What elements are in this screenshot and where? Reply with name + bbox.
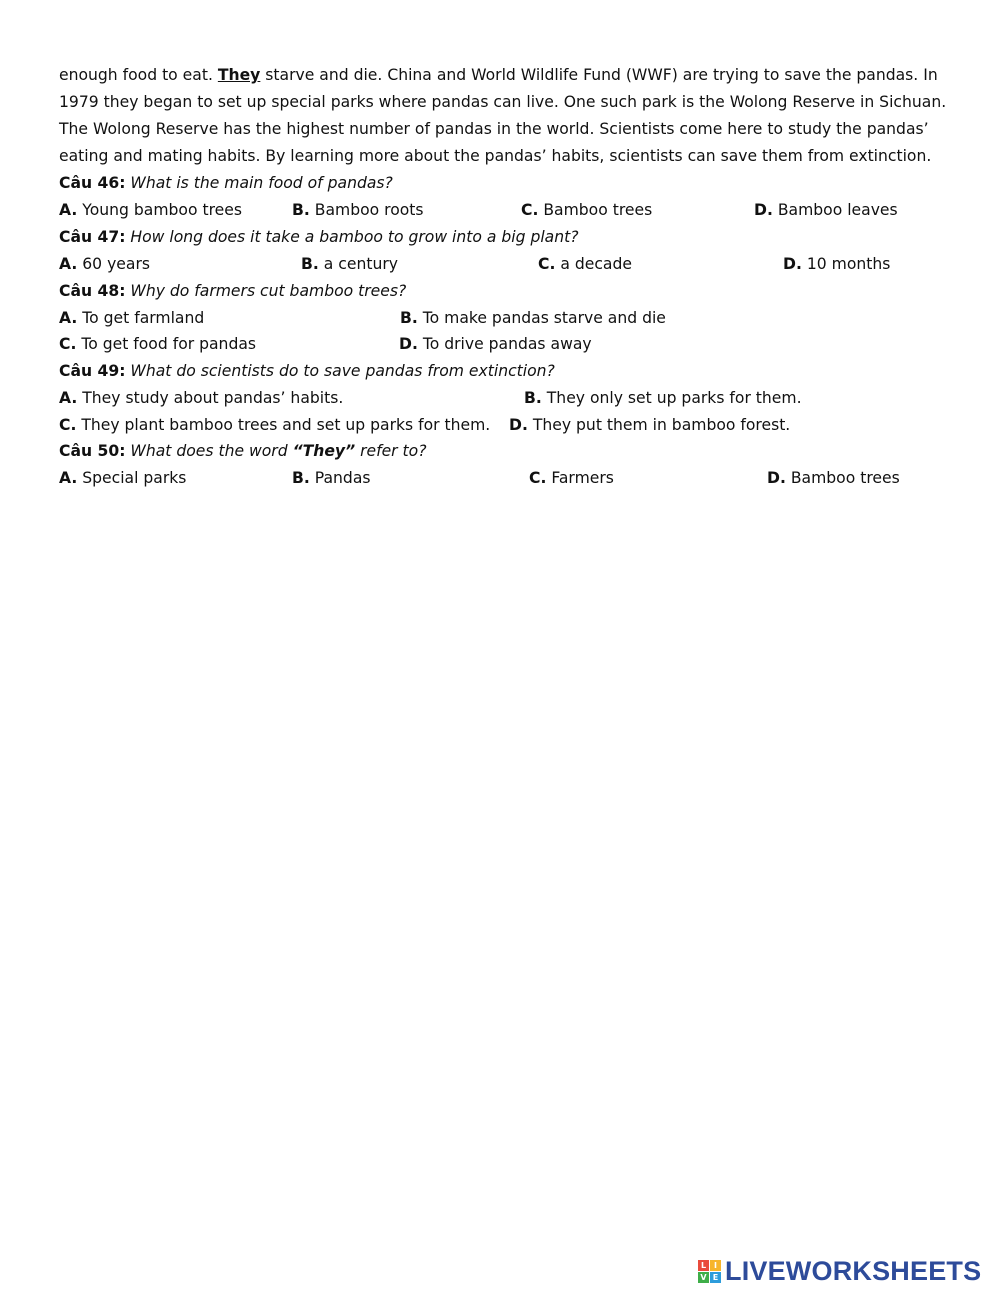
- option-letter: C.: [529, 469, 547, 487]
- option-a[interactable]: [59, 465, 186, 492]
- logo-square-v: V: [698, 1272, 709, 1283]
- option-text: 10 months: [806, 255, 891, 273]
- option-text: To get farmland: [82, 309, 205, 327]
- question-text: [130, 442, 426, 460]
- question-47: [59, 224, 959, 251]
- option-c[interactable]: [59, 331, 256, 358]
- question-49: [59, 358, 959, 385]
- option-d[interactable]: [767, 465, 900, 492]
- question-text: How long does it take a bamboo to grow into a big plant?: [130, 228, 579, 246]
- logo-square-i: I: [710, 1260, 721, 1271]
- option-text: They only set up parks for them.: [546, 389, 802, 407]
- option-d[interactable]: [754, 197, 898, 224]
- question-47-options: [59, 251, 959, 278]
- option-text: Pandas: [314, 469, 371, 487]
- option-letter: C.: [538, 255, 556, 273]
- option-text: Bamboo roots: [314, 201, 424, 219]
- question-46: [59, 170, 959, 197]
- passage-line-3: The Wolong Reserve has the highest number of pandas in the world. Scientists come here to study the pandas’: [59, 120, 929, 138]
- passage-line-4: eating and mating habits. By learning more about the pandas’ habits, scientists can save them from extinction.: [59, 147, 932, 165]
- option-b[interactable]: [524, 385, 802, 412]
- liveworksheets-logo-icon: [698, 1260, 721, 1283]
- question-label: Câu 47:: [59, 228, 126, 246]
- question-50-options: [59, 465, 959, 492]
- option-a[interactable]: [59, 385, 343, 412]
- option-b[interactable]: [292, 465, 371, 492]
- option-b[interactable]: [301, 251, 398, 278]
- option-text: Young bamboo trees: [82, 201, 242, 219]
- quoted-word-they: “They”: [292, 442, 356, 460]
- liveworksheets-logo[interactable]: [698, 1255, 998, 1287]
- option-letter: D.: [754, 201, 773, 219]
- logo-square-l: L: [698, 1260, 709, 1271]
- option-text: They put them in bamboo forest.: [532, 416, 791, 434]
- option-text: a decade: [560, 255, 632, 273]
- option-letter: D.: [399, 335, 418, 353]
- option-letter: B.: [292, 469, 310, 487]
- highlighted-word-they: They: [217, 66, 261, 84]
- option-a[interactable]: [59, 305, 204, 332]
- option-d[interactable]: [509, 412, 790, 439]
- passage-line-1-pre: enough food to eat.: [59, 66, 218, 84]
- option-letter: A.: [59, 255, 78, 273]
- question-text: What do scientists do to save pandas from extinction?: [130, 362, 555, 380]
- option-letter: B.: [292, 201, 310, 219]
- option-c[interactable]: [529, 465, 614, 492]
- option-letter: B.: [400, 309, 418, 327]
- question-49-options-row-1: [59, 385, 959, 412]
- option-letter: A.: [59, 309, 78, 327]
- option-text: Special parks: [82, 469, 187, 487]
- question-48-options-row-2: [59, 331, 959, 358]
- question-text: Why do farmers cut bamboo trees?: [130, 282, 407, 300]
- passage-line-1: [59, 62, 959, 89]
- option-a[interactable]: [59, 197, 242, 224]
- option-letter: D.: [767, 469, 786, 487]
- question-label: Câu 50:: [59, 442, 126, 460]
- option-text: Bamboo trees: [543, 201, 653, 219]
- option-b[interactable]: [400, 305, 666, 332]
- question-text: What is the main food of pandas?: [130, 174, 393, 192]
- option-letter: C.: [59, 335, 77, 353]
- option-letter: A.: [59, 389, 78, 407]
- option-letter: C.: [59, 416, 77, 434]
- question-label: Câu 49:: [59, 362, 126, 380]
- option-text: They study about pandas’ habits.: [82, 389, 344, 407]
- option-letter: D.: [783, 255, 802, 273]
- option-text: Bamboo leaves: [777, 201, 898, 219]
- option-letter: A.: [59, 201, 78, 219]
- question-label: Câu 48:: [59, 282, 126, 300]
- option-text: Farmers: [551, 469, 614, 487]
- logo-square-e: E: [710, 1272, 721, 1283]
- passage-line-1-post: starve and die. China and World Wildlife Fund (WWF) are trying to save the pandas. In: [260, 66, 938, 84]
- option-letter: A.: [59, 469, 78, 487]
- option-letter: C.: [521, 201, 539, 219]
- option-d[interactable]: [783, 251, 890, 278]
- option-text: 60 years: [82, 255, 150, 273]
- question-text-pre: What does the word: [130, 442, 293, 460]
- question-label: Câu 46:: [59, 174, 126, 192]
- option-text: Bamboo trees: [790, 469, 900, 487]
- option-c[interactable]: [521, 197, 652, 224]
- question-48-options-row-1: [59, 305, 959, 332]
- question-50: [59, 438, 959, 465]
- passage-line-2: 1979 they began to set up special parks where pandas can live. One such park is the Wolong Reserve in Sichuan.: [59, 93, 947, 111]
- option-c[interactable]: [59, 412, 490, 439]
- option-d[interactable]: [399, 331, 592, 358]
- option-text: To get food for pandas: [81, 335, 257, 353]
- liveworksheets-logo-text: LIVEWORKSHEETS: [725, 1255, 982, 1286]
- question-48: [59, 278, 959, 305]
- option-text: To drive pandas away: [422, 335, 592, 353]
- option-c[interactable]: [538, 251, 632, 278]
- option-letter: B.: [301, 255, 319, 273]
- option-letter: B.: [524, 389, 542, 407]
- option-text: They plant bamboo trees and set up parks for them.: [81, 416, 491, 434]
- option-b[interactable]: [292, 197, 424, 224]
- option-text: To make pandas starve and die: [422, 309, 666, 327]
- question-49-options-row-2: [59, 412, 959, 439]
- option-a[interactable]: [59, 251, 150, 278]
- option-text: a century: [323, 255, 398, 273]
- question-46-options: [59, 197, 959, 224]
- option-letter: D.: [509, 416, 528, 434]
- question-text-post: refer to?: [355, 442, 427, 460]
